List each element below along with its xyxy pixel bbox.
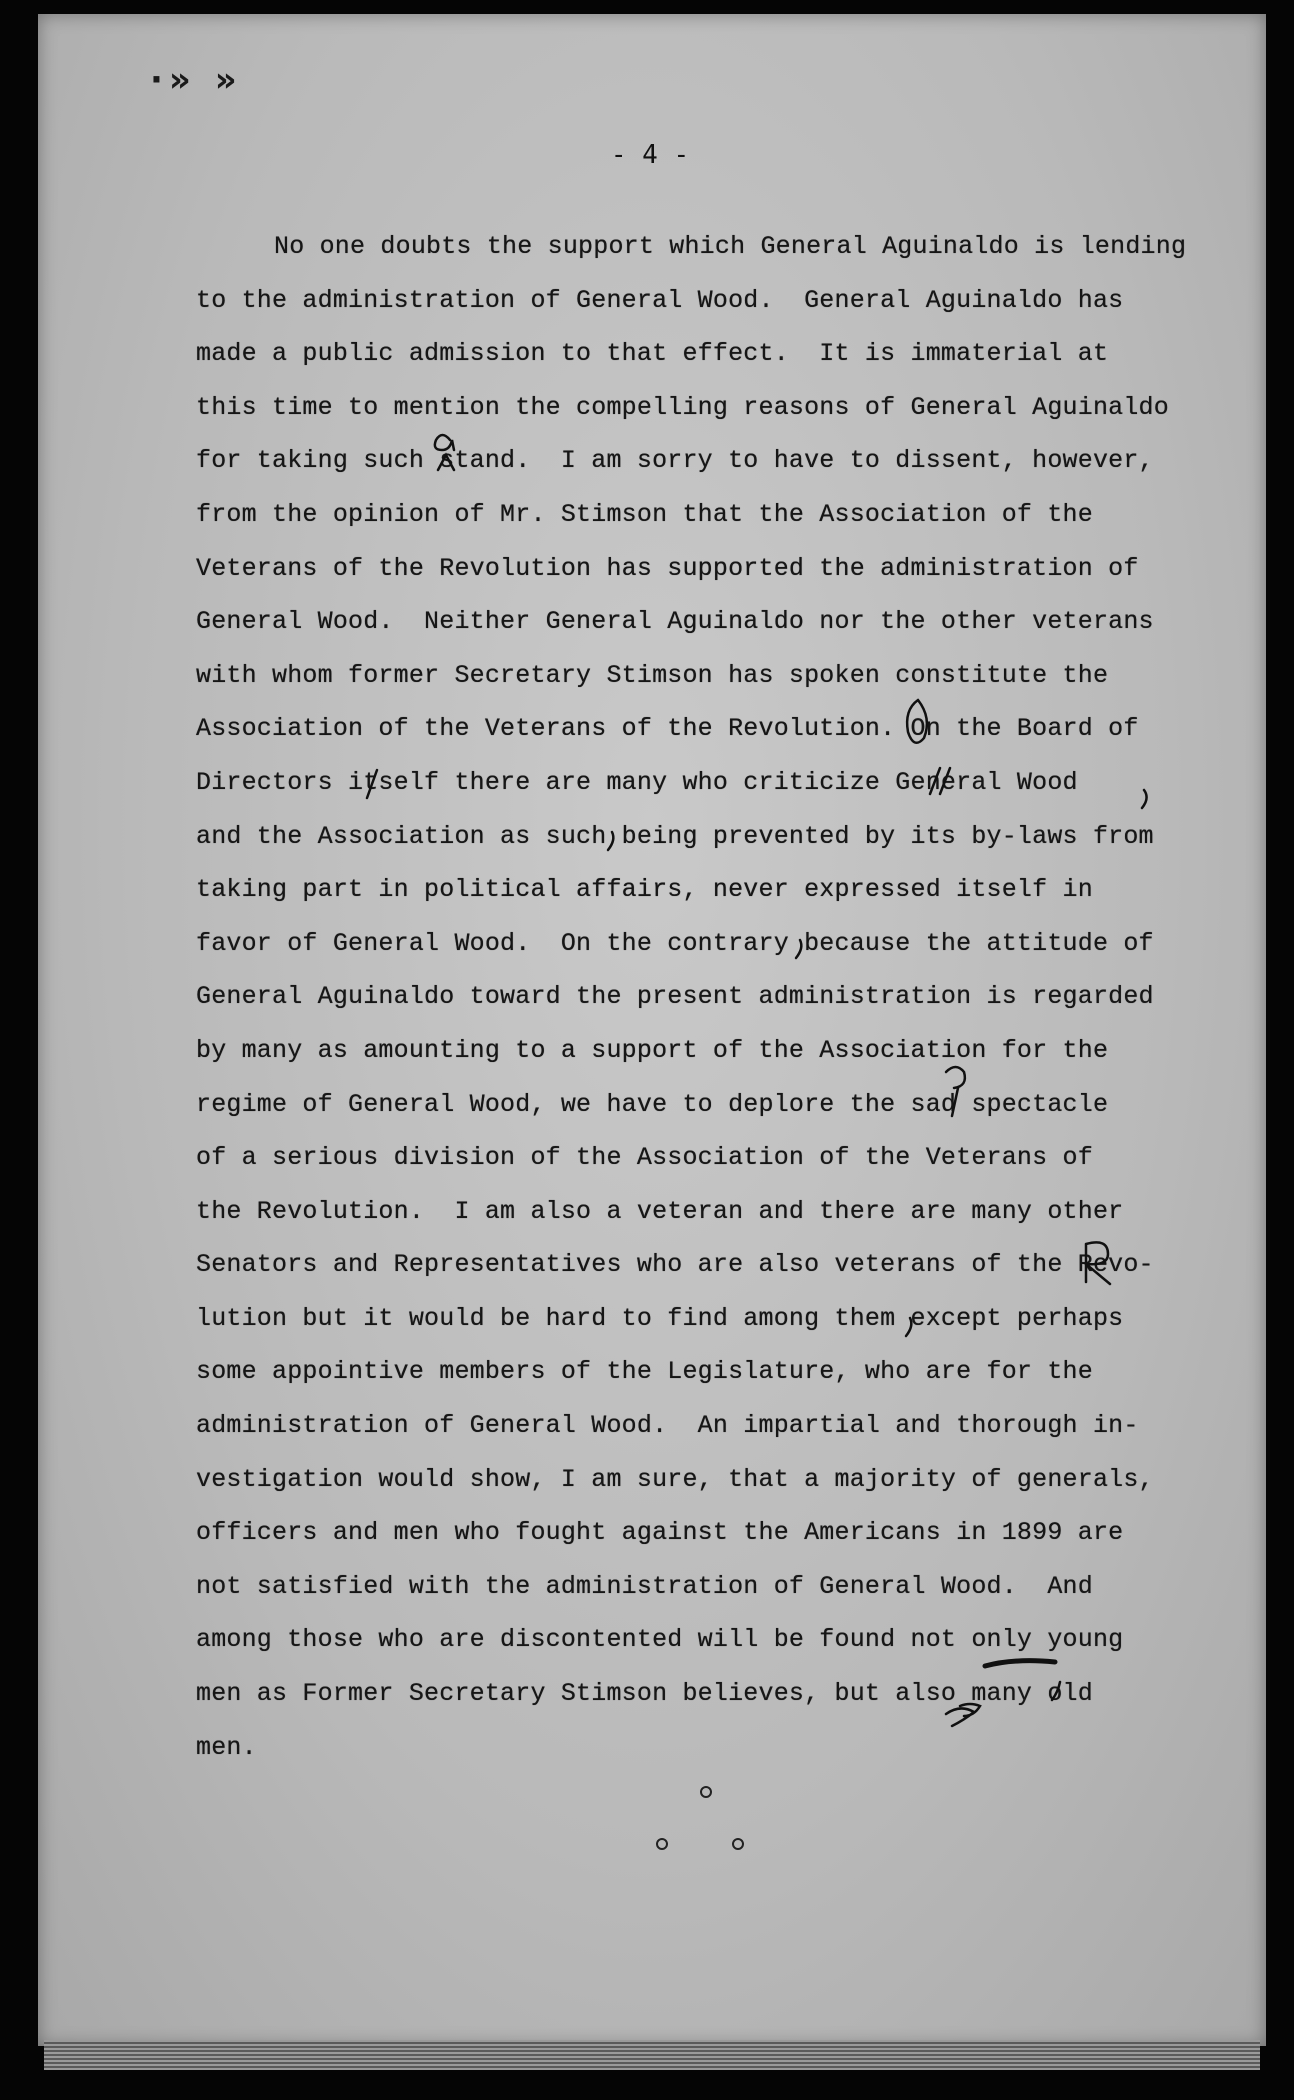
ornament-dot <box>732 1838 744 1850</box>
text-line: Association of the Veterans of the Revolution. On the Board of <box>196 714 1139 744</box>
ornament-dot <box>656 1838 668 1850</box>
body-text <box>196 220 1206 1774</box>
text-line: Directors itself there are many who criticize General Wood <box>196 767 1078 797</box>
text-line: with whom former Secretary Stimson has spoken constitute the <box>196 660 1109 690</box>
text-line: for taking such stand. I am sorry to have to dissent, however, <box>196 446 1154 476</box>
text-line: from the opinion of Mr. Stimson that the Association of the <box>196 499 1093 529</box>
text-line: officers and men who fought against the Americans in 1899 are <box>196 1518 1124 1548</box>
text-line: General Aguinaldo toward the present administration is regarded <box>196 982 1154 1012</box>
text-line: men. <box>196 1732 257 1762</box>
text-line: General Wood. Neither General Aguinaldo nor the other veterans <box>196 607 1154 637</box>
text-line: Veterans of the Revolution has supported the administration of <box>196 553 1139 583</box>
text-line: taking part in political affairs, never expressed itself in <box>196 875 1093 905</box>
page-edge-stack <box>44 2040 1260 2070</box>
text-line: made a public admission to that effect. It is immaterial at <box>196 339 1109 369</box>
text-line: not satisfied with the administration of General Wood. And <box>196 1571 1093 1601</box>
text-line: men as Former Secretary Stimson believes, but also many old <box>196 1679 1093 1709</box>
text-line: the Revolution. I am also a veteran and there are many other <box>196 1196 1124 1226</box>
page-number: - 4 - <box>610 140 690 170</box>
text-line: regime of General Wood, we have to deplore the sad spectacle <box>196 1089 1109 1119</box>
text-line: among those who are discontented will be found not only young <box>196 1625 1124 1655</box>
text-line: lution but it would be hard to find among them except perhaps <box>196 1303 1124 1333</box>
text-line: of a serious division of the Association of the Veterans of <box>196 1143 1093 1173</box>
text-line: by many as amounting to a support of the Association for the <box>196 1035 1109 1065</box>
text-line: administration of General Wood. An impartial and thorough in- <box>196 1411 1139 1441</box>
text-line: some appointive members of the Legislature, who are for the <box>196 1357 1093 1387</box>
text-line: this time to mention the compelling reasons of General Aguinaldo <box>196 392 1169 422</box>
text-line: No one doubts the support which General Aguinaldo is lending <box>274 232 1187 261</box>
corner-mark: ·» » <box>150 60 243 100</box>
text-line: and the Association as such being prevented by its by-laws from <box>196 821 1154 851</box>
text-line: Senators and Representatives who are also veterans of the Revo- <box>196 1250 1154 1280</box>
text-line: vestigation would show, I am sure, that a majority of generals, <box>196 1464 1154 1494</box>
text-line: to the administration of General Wood. General Aguinaldo has <box>196 285 1124 315</box>
closing-ornament <box>640 1780 760 1850</box>
text-line: favor of General Wood. On the contrary because the attitude of <box>196 928 1154 958</box>
ornament-dot <box>700 1786 712 1798</box>
